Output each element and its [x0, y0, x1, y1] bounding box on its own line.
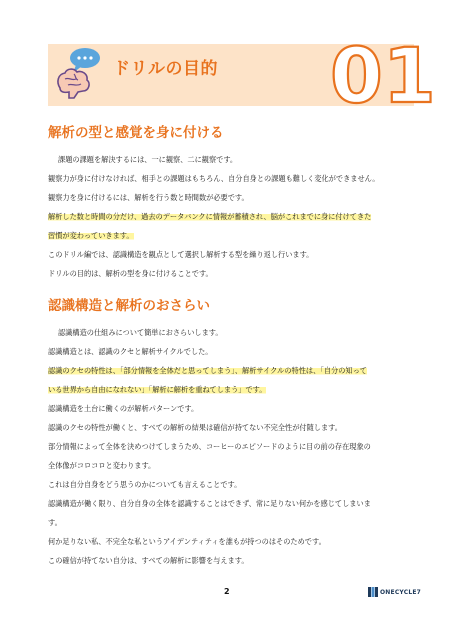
page-number: 2 [224, 587, 230, 596]
section-number [330, 31, 436, 120]
paragraph-line: 課題の課題を解決するには、一に観察、二に観察です。 [58, 155, 238, 164]
brand-logo [368, 586, 421, 598]
onecycle7-logo-icon [368, 587, 378, 597]
paragraph-line: 認識構造の仕組みについて簡単におさらいします。 [58, 328, 223, 337]
paragraph-line: このドリル編では、認識構造を観点として選択し解析する型を繰り返し行います。 [48, 250, 314, 259]
section-heading-2: 認識構造と解析のおさらい [48, 298, 210, 314]
paragraph-line: 部分情報によって全体を決めつけてしまうため、コーヒーのエピソードのように目の前の存在現象の [48, 442, 371, 451]
section-heading-1: 解析の型と感覚を身に付ける [48, 125, 224, 141]
paragraph-line: 認識構造とは、認識のクセと解析サイクルでした。 [48, 347, 213, 356]
paragraph-line: す。 [48, 518, 62, 527]
paragraph-line: 観察力を身に付けるには、解析を行う数と時間数が必要です。 [48, 193, 249, 202]
highlighted-line: いる世界から自由になれない」「解析に解析を重ねてしまう」です。 [48, 385, 267, 394]
paragraph-line: 認識のクセの特性が働くと、すべての解析の結果は確信が持てない不完全性が付随します。 [48, 423, 342, 432]
paragraph-line: 何か足りない私、不完全な私というアイデンティティを誰もが持つのはそのためです。 [48, 537, 326, 546]
paragraph-line: ドリルの目的は、解析の型を身に付けることです。 [48, 269, 213, 278]
highlighted-line: 解析した数と時間の分だけ、過去のデータバンクに情報が蓄積され、脳がこれまでに身に付けてきた [48, 212, 372, 221]
paragraph-line: 全体像がコロコロと変わります。 [48, 461, 156, 470]
highlighted-line: 認識のクセの特性は、「部分情報を全体だと思ってしまう」、解析サイクルの特性は、「自分の知って [48, 366, 367, 375]
paragraph-line: これは自分自身をどう思うのかについても言えることです。 [48, 480, 242, 489]
page-title: ドリルの目的 [113, 59, 218, 79]
paragraph-line: 観察力が身に付けなければ、相手との課題はもちろん、自分自身との課題も難しく変化ができません。 [48, 174, 380, 183]
paragraph-line: 認識構造を土台に働くのが解析パターンです。 [48, 404, 199, 413]
brand-name: ONECYCLE7 [380, 588, 422, 596]
svg-text:01: 01 [330, 31, 436, 120]
highlighted-line: 習慣が変わっていきます。 [48, 231, 134, 240]
paragraph-line: 認識構造が働く限り、自分自身の全体を認識することはできず、常に足りない何かを感じてしまいま [48, 499, 371, 508]
brain-speech-bubble-icon [52, 46, 106, 102]
paragraph-line: この確信が持てない自分は、すべての解析に影響を与えます。 [48, 556, 249, 565]
